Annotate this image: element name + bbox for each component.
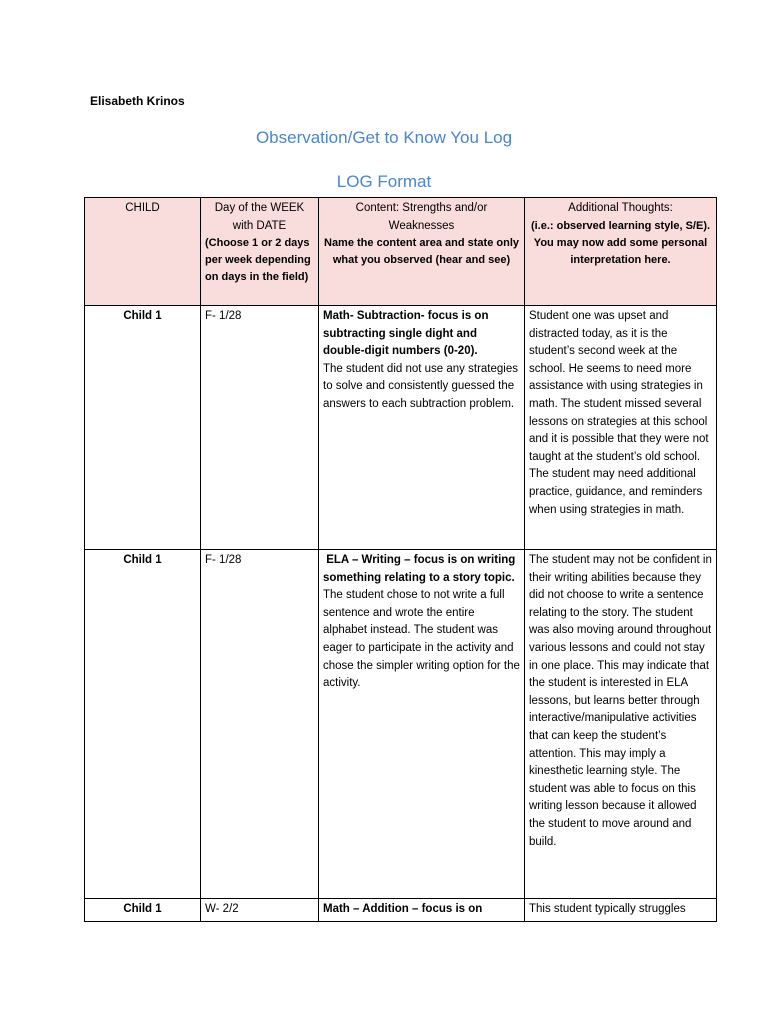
log-table	[84, 197, 717, 922]
row-child: Child 1	[85, 899, 201, 922]
row-content	[319, 550, 525, 899]
table-row	[85, 306, 717, 550]
row-child: Child 1	[85, 550, 201, 899]
header-day-note: (Choose 1 or 2 days per week depending on days in the field)	[205, 237, 311, 284]
header-day-title: Day of the WEEK with DATE	[214, 202, 305, 232]
row-content-detail: The student chose to not write a full sentence and wrote the entire alphabet instead. The student was eager to participate in the activity and chose the simpler writing option for the activity.	[323, 589, 520, 690]
header-child: CHILD	[85, 198, 201, 306]
document-title: Observation/Get to Know You Log	[255, 128, 513, 147]
row-content-focus: Math – Addition – focus is on	[323, 903, 483, 915]
row-content-focus: Math- Subtraction- focus is on subtracting single dight and double-digit numbers (0-20).	[323, 310, 489, 358]
row-content-focus: ELA – Writing – focus is on writing something relating to a story topic.	[323, 554, 519, 584]
header-thoughts-note: (i.e.: observed learning style, S/E). You may now add some personal interpretation here.	[530, 219, 711, 266]
row-content	[319, 306, 525, 550]
header-content-title: Content: Strengths and/or Weaknesses	[355, 202, 488, 232]
row-thoughts: This student typically struggles	[525, 899, 717, 922]
header-day	[201, 198, 319, 306]
header-content	[319, 198, 525, 306]
row-content	[319, 899, 525, 922]
row-content-detail: The student did not use any strategies to solve and consistently guessed the answers to each subtraction problem.	[323, 362, 518, 410]
row-date: F- 1/28	[201, 550, 319, 899]
header-thoughts	[525, 198, 717, 306]
header-thoughts-title: Additional Thoughts:	[568, 202, 673, 214]
row-child: Child 1	[85, 306, 201, 550]
row-thoughts: The student may not be confident in their writing abilities because they did not choose to write a sentence relating to the story. The student was also moving around throughout various lessons and could not stay in one place. This may indicate that the student is interested in ELA lessons, but learns better through interactive/manipulative activities that can keep the student’s attention. This may imply a kinesthetic learning style. The student was able to focus on this writing lesson because it allowed the student to move around and build.	[525, 550, 717, 899]
document-subtitle: LOG Format	[336, 172, 432, 191]
row-date: W- 2/2	[201, 899, 319, 922]
row-date: F- 1/28	[201, 306, 319, 550]
author-name: Elisabeth Krinos	[90, 94, 185, 108]
table-row	[85, 550, 717, 899]
table-header-row	[85, 198, 717, 306]
row-thoughts: Student one was upset and distracted today, as it is the student’s second week at the school. He seems to need more assistance with using strategies in math. The student missed several lessons on strategies at this school and it is possible that they were not taught at the student’s old school. The student may need additional practice, guidance, and reminders when using strategies in math.	[525, 306, 717, 550]
header-content-note: Name the content area and state only what you observed (hear and see)	[324, 237, 519, 267]
table-row	[85, 899, 717, 922]
